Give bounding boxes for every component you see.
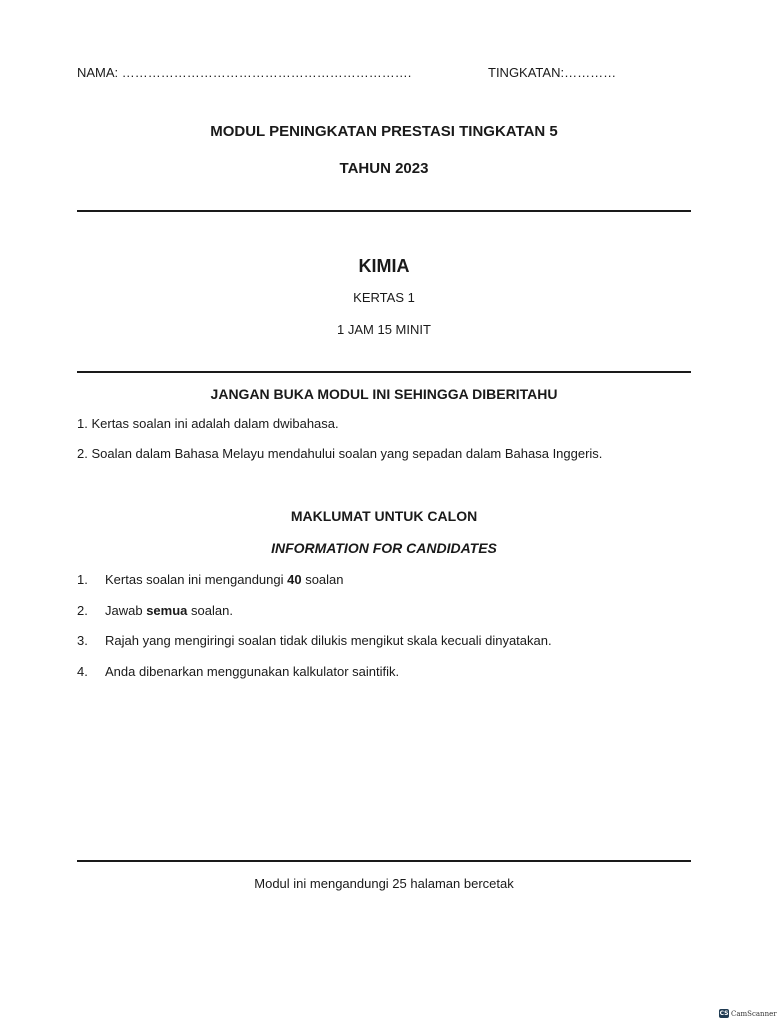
warning-item-2 xyxy=(77,446,602,461)
module-year: TAHUN 2023 xyxy=(339,160,429,177)
divider-top xyxy=(77,210,691,212)
camscanner-watermark xyxy=(719,1009,777,1018)
module-title: MODUL PENINGKATAN PRESTASI TINGKATAN 5 xyxy=(210,123,558,140)
warning-item-1 xyxy=(77,416,339,431)
warning-heading: JANGAN BUKA MODUL INI SEHINGGA DIBERITAHU xyxy=(210,386,558,402)
nama-field: NAMA: …………………………………………………………. xyxy=(77,65,412,80)
info-item-text: Rajah yang mengiringi soalan tidak dilukis mengikut skala kecuali dinyatakan. xyxy=(105,633,552,648)
info-item-number: 4. xyxy=(77,664,88,679)
info-item-text: Kertas soalan ini mengandungi xyxy=(105,572,288,587)
info-item-emphasis: 40 xyxy=(287,572,302,587)
info-item-emphasis: semua xyxy=(146,603,188,618)
info-item-text: Anda dibenarkan menggunakan kalkulator saintifik. xyxy=(105,664,400,679)
page-count-note: Modul ini mengandungi 25 halaman bercetak xyxy=(254,876,514,891)
warning-item-text: Soalan dalam Bahasa Melayu mendahului soalan yang sepadan dalam Bahasa Inggeris. xyxy=(91,446,603,461)
warning-item-number: 2. xyxy=(77,446,88,461)
divider-bottom xyxy=(77,860,691,862)
paper-number: KERTAS 1 xyxy=(353,290,415,305)
info-item-2 xyxy=(77,603,233,618)
tingkatan-field: TINGKATAN:………… xyxy=(488,65,617,80)
info-heading-english: INFORMATION FOR CANDIDATES xyxy=(271,540,497,556)
info-item-number: 3. xyxy=(77,633,88,648)
info-item-text-end: soalan xyxy=(301,572,344,587)
exam-duration: 1 JAM 15 MINIT xyxy=(337,322,431,337)
camscanner-logo-icon: CS xyxy=(719,1010,729,1017)
info-item-3 xyxy=(77,633,552,648)
info-item-1 xyxy=(77,572,344,587)
info-item-number: 1. xyxy=(77,572,88,587)
camscanner-label: CamScanner xyxy=(731,1009,777,1018)
subject-name: KIMIA xyxy=(358,256,410,276)
info-heading-malay: MAKLUMAT UNTUK CALON xyxy=(290,508,478,524)
info-item-4 xyxy=(77,664,399,679)
warning-item-text: Kertas soalan ini adalah dalam dwibahasa. xyxy=(91,416,339,431)
warning-item-number: 1. xyxy=(77,416,88,431)
info-item-number: 2. xyxy=(77,603,88,618)
info-item-text: Jawab xyxy=(105,603,147,618)
divider-middle xyxy=(77,371,691,373)
info-item-text-end: soalan. xyxy=(187,603,233,618)
